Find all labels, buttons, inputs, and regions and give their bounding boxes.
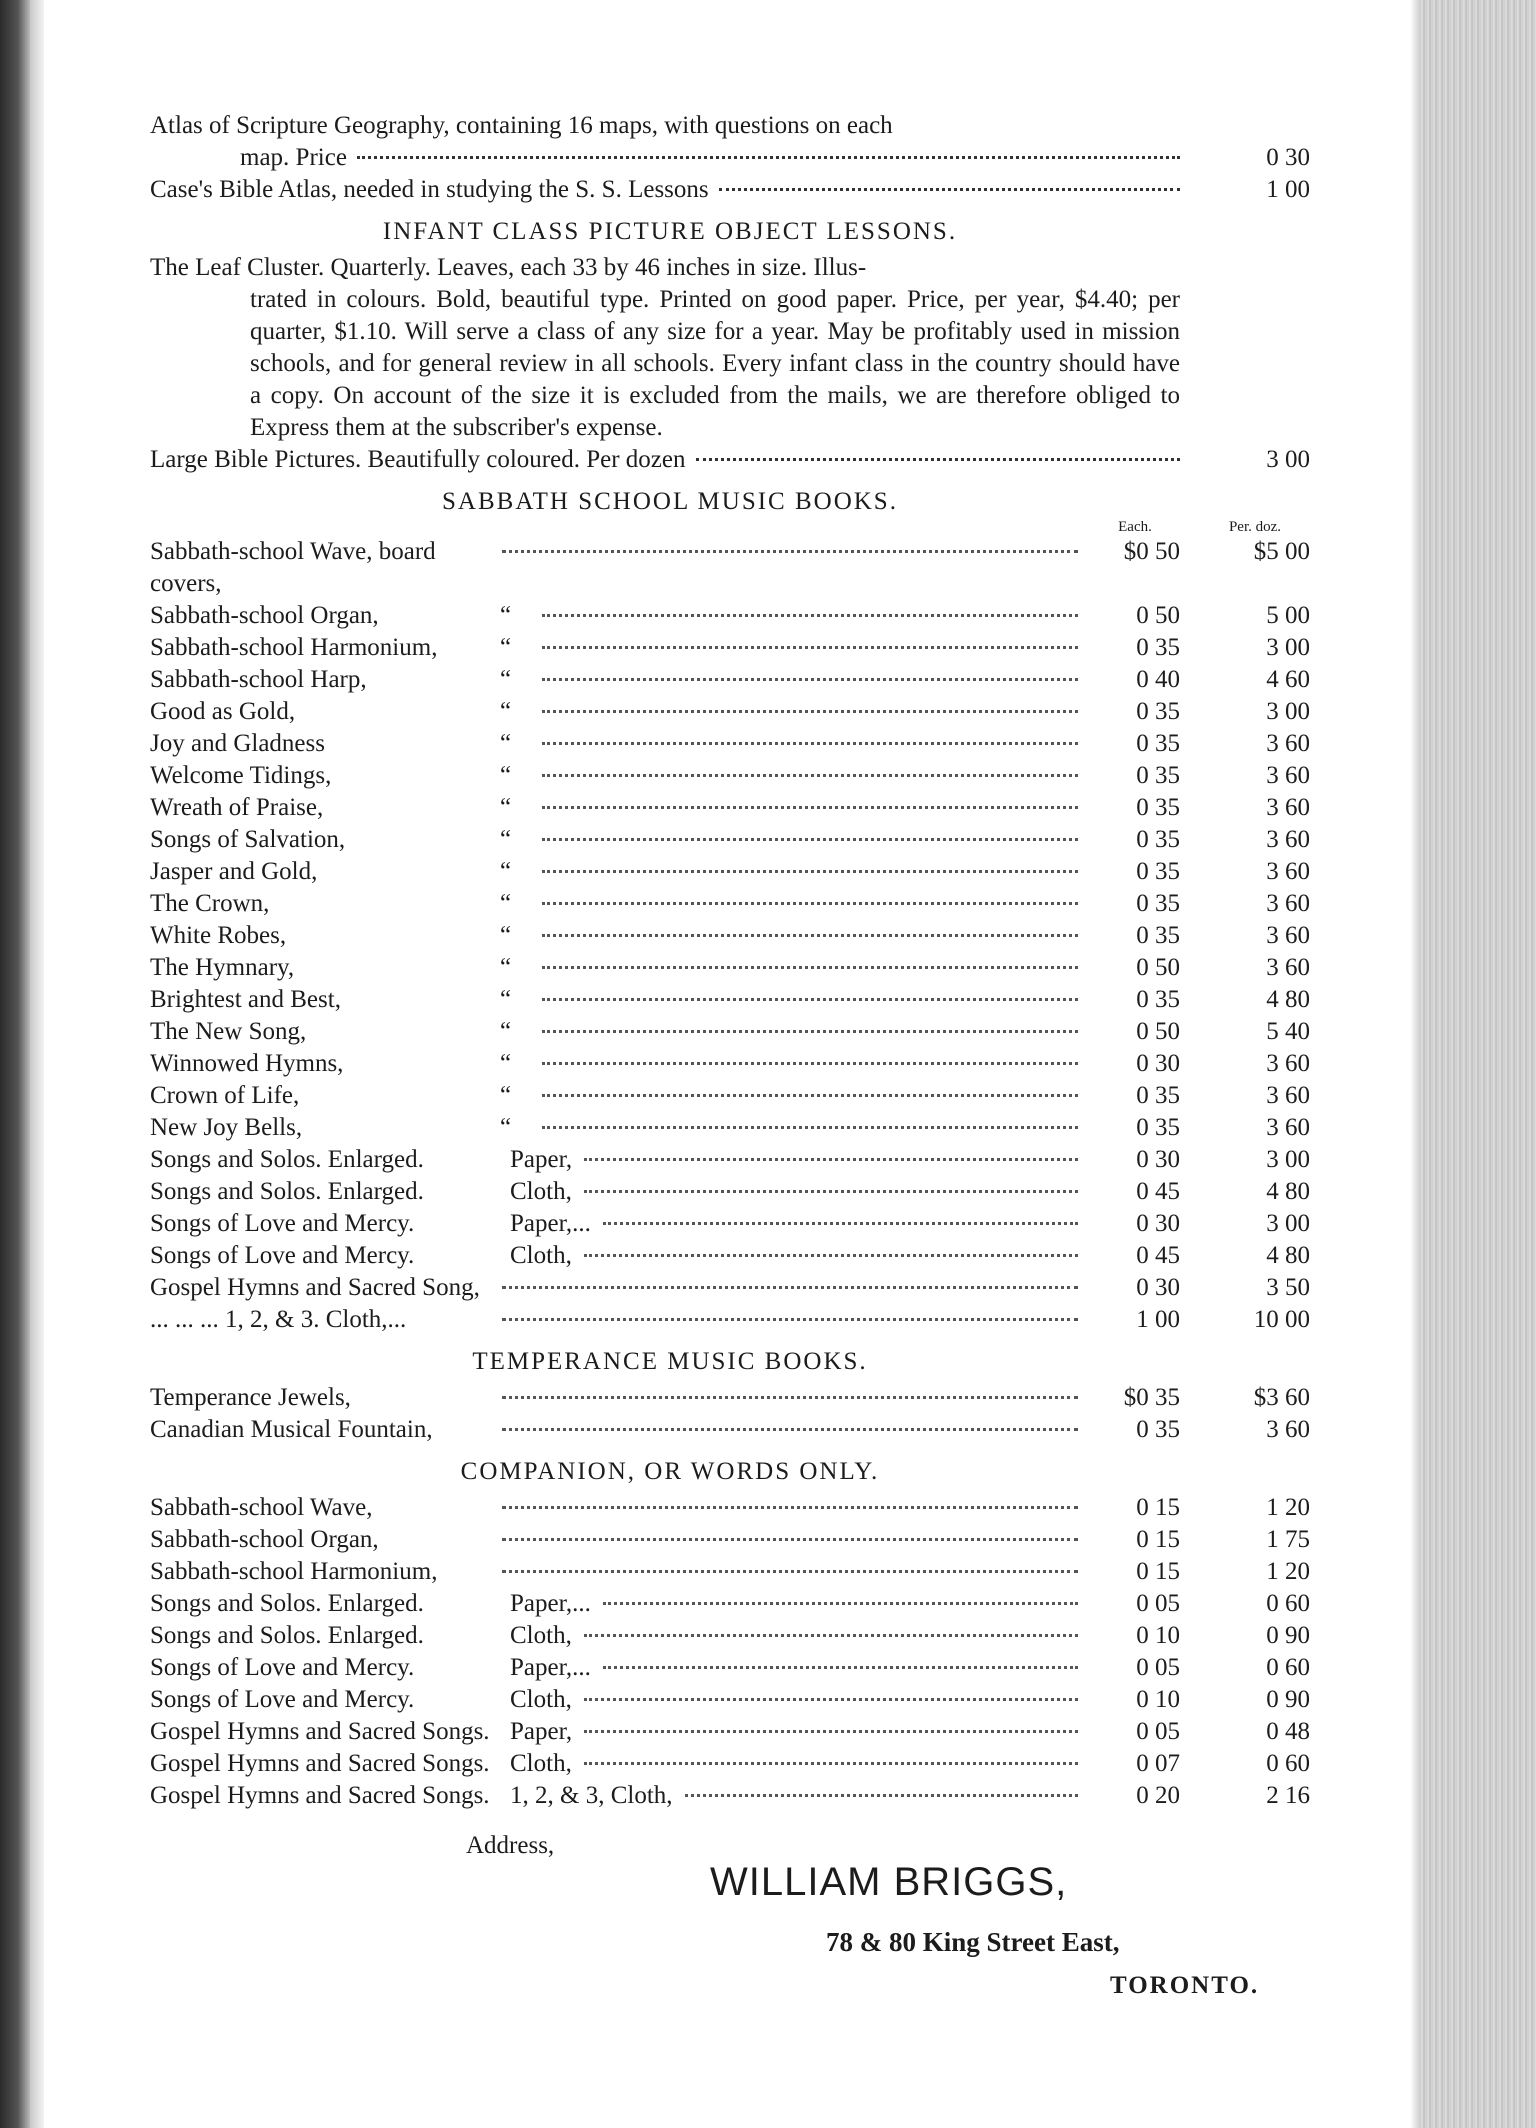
price-each: 0 15 — [1136, 1494, 1180, 1521]
price-each: 0 35 — [1136, 826, 1180, 853]
companion-words-list — [150, 1492, 1310, 1812]
list-item — [150, 920, 1310, 952]
item-title: Sabbath-school Harmonium, — [150, 634, 438, 661]
list-item — [150, 888, 1310, 920]
dot-leader — [542, 710, 1078, 713]
ditto-mark: “ — [500, 858, 512, 885]
list-item — [150, 1382, 1310, 1414]
ditto-mark: “ — [500, 922, 512, 949]
book-gutter — [30, 0, 44, 2128]
dot-leader — [584, 1634, 1078, 1637]
price-each: 0 35 — [1136, 794, 1180, 821]
item-title: Songs and Solos. Enlarged. — [150, 1622, 424, 1649]
large-bible-pictures-price: 3 00 — [1266, 446, 1310, 473]
item-title: Crown of Life, — [150, 1082, 300, 1109]
ditto-mark: “ — [500, 730, 512, 757]
item-title: Good as Gold, — [150, 698, 296, 725]
price-each: 0 10 — [1136, 1686, 1180, 1713]
case-bible-atlas-price: 1 00 — [1266, 176, 1310, 203]
item-title: Sabbath-school Organ, — [150, 602, 379, 629]
item-title: Gospel Hymns and Sacred Songs. — [150, 1782, 490, 1809]
list-item — [150, 1176, 1310, 1208]
price-per-dozen: 3 60 — [1266, 858, 1310, 885]
price-each: 0 45 — [1136, 1178, 1180, 1205]
dot-leader — [542, 742, 1078, 745]
item-title: Songs and Solos. Enlarged. — [150, 1178, 424, 1205]
address-label: Address, — [466, 1832, 555, 1859]
leaf-cluster-description — [150, 252, 1310, 444]
price-per-dozen: 4 80 — [1266, 1242, 1310, 1269]
list-item — [150, 1716, 1310, 1748]
item-title: Temperance Jewels, — [150, 1384, 351, 1411]
sabbath-music-list — [150, 536, 1310, 1336]
item-title: White Robes, — [150, 922, 287, 949]
publisher-address — [150, 1830, 1310, 1999]
ditto-mark: “ — [500, 698, 512, 725]
list-item — [150, 1652, 1310, 1684]
price-per-dozen: 3 60 — [1266, 762, 1310, 789]
list-item — [150, 536, 1310, 600]
price-each: 0 45 — [1136, 1242, 1180, 1269]
dot-leader — [542, 966, 1078, 969]
price-each: 1 00 — [1136, 1306, 1180, 1333]
dot-leader — [685, 1794, 1078, 1797]
sabbath-music-heading: SABBATH SCHOOL MUSIC BOOKS. — [442, 488, 898, 515]
price-per-dozen: 1 20 — [1266, 1494, 1310, 1521]
case-bible-atlas-entry — [150, 174, 1310, 206]
book-spine-shadow — [0, 0, 30, 2128]
list-item — [150, 1556, 1310, 1588]
dot-leader — [542, 1126, 1078, 1129]
item-title: Joy and Gladness — [150, 730, 325, 757]
dot-leader — [542, 646, 1078, 649]
dot-leader — [502, 1538, 1078, 1541]
price-per-dozen: 0 60 — [1266, 1750, 1310, 1777]
price-each: 0 05 — [1136, 1654, 1180, 1681]
publisher-city: TORONTO. — [1110, 1972, 1260, 1999]
list-item — [150, 1048, 1310, 1080]
price-per-dozen: 3 00 — [1266, 1146, 1310, 1173]
list-item — [150, 1016, 1310, 1048]
item-binding: Cloth, — [510, 1178, 572, 1205]
dot-leader — [584, 1730, 1078, 1733]
price-per-dozen: 5 40 — [1266, 1018, 1310, 1045]
dot-leader — [357, 156, 1180, 159]
dot-leader — [502, 1396, 1078, 1399]
dot-leader — [719, 188, 1180, 191]
price-each: 0 35 — [1136, 1416, 1180, 1443]
case-bible-atlas-title: Case's Bible Atlas, needed in studying the S. S. Lessons — [150, 176, 709, 203]
dot-leader — [502, 1286, 1078, 1289]
price-per-dozen: 3 60 — [1266, 1114, 1310, 1141]
price-per-dozen: 3 60 — [1266, 954, 1310, 981]
dot-leader — [696, 458, 1181, 461]
ditto-mark: “ — [500, 954, 512, 981]
item-title: Songs and Solos. Enlarged. — [150, 1590, 424, 1617]
price-each: 0 35 — [1136, 858, 1180, 885]
column-header-each: Each. — [1118, 519, 1152, 535]
item-title: Songs of Love and Mercy. — [150, 1210, 415, 1237]
dot-leader — [603, 1666, 1078, 1669]
item-title: Canadian Musical Fountain, — [150, 1416, 433, 1443]
list-item — [150, 1588, 1310, 1620]
price-each: 0 35 — [1136, 1114, 1180, 1141]
price-per-dozen: 0 60 — [1266, 1590, 1310, 1617]
price-per-dozen: 0 48 — [1266, 1718, 1310, 1745]
price-each: 0 35 — [1136, 698, 1180, 725]
page-edge-shade — [1410, 0, 1420, 2128]
list-item — [150, 1780, 1310, 1812]
dot-leader — [542, 870, 1078, 873]
dot-leader — [603, 1602, 1078, 1605]
price-each: $0 35 — [1123, 1384, 1180, 1411]
list-item — [150, 696, 1310, 728]
price-per-dozen: 1 20 — [1266, 1558, 1310, 1585]
price-each: 0 05 — [1136, 1718, 1180, 1745]
price-each: 0 35 — [1136, 986, 1180, 1013]
dot-leader — [542, 1062, 1078, 1065]
price-each: 0 35 — [1136, 922, 1180, 949]
list-item — [150, 1272, 1310, 1304]
page-stack-edge — [1420, 0, 1536, 2128]
temperance-music-heading: TEMPERANCE MUSIC BOOKS. — [472, 1348, 868, 1375]
price-each: 0 10 — [1136, 1622, 1180, 1649]
item-title: Gospel Hymns and Sacred Songs. — [150, 1750, 490, 1777]
item-title: Sabbath-school Harmonium, — [150, 1558, 438, 1585]
list-item — [150, 1414, 1310, 1446]
list-item — [150, 984, 1310, 1016]
list-item — [150, 728, 1310, 760]
item-title: Welcome Tidings, — [150, 762, 332, 789]
item-binding: Paper, — [510, 1718, 573, 1745]
list-item — [150, 1240, 1310, 1272]
ditto-mark: “ — [500, 986, 512, 1013]
price-each: 0 35 — [1136, 634, 1180, 661]
price-each: 0 35 — [1136, 890, 1180, 917]
list-item — [150, 1304, 1310, 1336]
item-binding: Cloth, — [510, 1750, 572, 1777]
price-per-dozen: 0 90 — [1266, 1686, 1310, 1713]
item-title: Songs of Love and Mercy. — [150, 1686, 415, 1713]
list-item — [150, 952, 1310, 984]
list-item — [150, 1684, 1310, 1716]
dot-leader — [584, 1158, 1078, 1161]
price-per-dozen: 5 00 — [1266, 602, 1310, 629]
item-title: Winnowed Hymns, — [150, 1050, 344, 1077]
dot-leader — [584, 1762, 1078, 1765]
price-per-dozen: 3 60 — [1266, 890, 1310, 917]
price-per-dozen: 3 60 — [1266, 922, 1310, 949]
price-per-dozen: 3 00 — [1266, 698, 1310, 725]
item-title: Songs of Love and Mercy. — [150, 1242, 415, 1269]
price-per-dozen: 4 80 — [1266, 1178, 1310, 1205]
item-binding: Cloth, — [510, 1622, 572, 1649]
item-title: Sabbath-school Wave, — [150, 1494, 373, 1521]
price-per-dozen: 4 60 — [1266, 666, 1310, 693]
dot-leader — [502, 1428, 1078, 1431]
dot-leader — [502, 1506, 1078, 1509]
dot-leader — [542, 806, 1078, 809]
item-title: Brightest and Best, — [150, 986, 341, 1013]
catalogue-page — [150, 110, 1310, 1999]
price-each: 0 35 — [1136, 730, 1180, 757]
price-each: 0 40 — [1136, 666, 1180, 693]
price-per-dozen: 3 60 — [1266, 826, 1310, 853]
ditto-mark: “ — [500, 666, 512, 693]
dot-leader — [542, 934, 1078, 937]
list-item — [150, 1620, 1310, 1652]
publisher-name: WILLIAM BRIGGS, — [710, 1860, 1068, 1904]
ditto-mark: “ — [500, 826, 512, 853]
dot-leader — [502, 1570, 1078, 1573]
item-title: Jasper and Gold, — [150, 858, 318, 885]
publisher-street: 78 & 80 King Street East, — [826, 1927, 1120, 1957]
item-title: Gospel Hymns and Sacred Song, — [150, 1274, 480, 1301]
dot-leader — [542, 1030, 1078, 1033]
item-binding: Paper,... — [510, 1210, 591, 1237]
list-item — [150, 856, 1310, 888]
item-title: Wreath of Praise, — [150, 794, 324, 821]
dot-leader — [542, 838, 1078, 841]
list-item — [150, 600, 1310, 632]
companion-words-heading: COMPANION, OR WORDS ONLY. — [460, 1458, 880, 1485]
price-per-dozen: 3 60 — [1266, 730, 1310, 757]
price-per-dozen: 2 16 — [1266, 1782, 1310, 1809]
price-per-dozen: 3 00 — [1266, 634, 1310, 661]
ditto-mark: “ — [500, 634, 512, 661]
price-per-dozen: 3 60 — [1266, 1416, 1310, 1443]
item-title: The Hymnary, — [150, 954, 295, 981]
price-each: 0 50 — [1136, 954, 1180, 981]
item-title: Songs of Salvation, — [150, 826, 346, 853]
price-each: 0 30 — [1136, 1210, 1180, 1237]
leaf-cluster-body: trated in colours. Bold, beautiful type. Printed on good paper. Price, per year, $4.40; per quarter, $1.10. Will serve a class of any size for a year. May be profitably used in mission schools, and for general review in all schools. Every infant class in the country should have a copy. On account of the size it is excluded from the mails, we are therefore obliged to Express them at the subscriber's expense. — [250, 286, 1180, 441]
item-binding: Cloth, — [510, 1686, 572, 1713]
price-per-dozen: 4 80 — [1266, 986, 1310, 1013]
price-each: 0 30 — [1136, 1146, 1180, 1173]
ditto-mark: “ — [500, 1082, 512, 1109]
item-binding: Cloth, — [510, 1242, 572, 1269]
price-per-dozen: 3 60 — [1266, 794, 1310, 821]
price-per-dozen: 3 00 — [1266, 1210, 1310, 1237]
ditto-mark: “ — [500, 890, 512, 917]
price-per-dozen: $3 60 — [1253, 1384, 1310, 1411]
list-item — [150, 792, 1310, 824]
leaf-cluster-first-line: The Leaf Cluster. Quarterly. Leaves, each 33 by 46 inches in size. Illus- — [150, 254, 867, 281]
atlas-scripture-entry — [150, 110, 1310, 174]
list-item — [150, 632, 1310, 664]
ditto-mark: “ — [500, 1050, 512, 1077]
item-title: Sabbath-school Harp, — [150, 666, 367, 693]
price-per-dozen: 1 75 — [1266, 1526, 1310, 1553]
item-title: New Joy Bells, — [150, 1114, 303, 1141]
price-each: 0 35 — [1136, 1082, 1180, 1109]
ditto-mark: “ — [500, 762, 512, 789]
dot-leader — [502, 1318, 1078, 1321]
list-item — [150, 664, 1310, 696]
ditto-mark: “ — [500, 602, 512, 629]
price-column-headers — [150, 518, 1310, 536]
price-each: 0 15 — [1136, 1526, 1180, 1553]
temperance-music-list — [150, 1382, 1310, 1446]
column-header-per-dozen: Per. doz. — [1228, 519, 1282, 535]
price-per-dozen: $5 00 — [1253, 538, 1310, 565]
price-per-dozen: 3 60 — [1266, 1050, 1310, 1077]
list-item — [150, 1748, 1310, 1780]
item-binding: Paper,... — [510, 1590, 591, 1617]
dot-leader — [502, 550, 1078, 553]
item-title: ... ... ... 1, 2, & 3. Cloth,... — [150, 1306, 407, 1333]
dot-leader — [584, 1698, 1078, 1701]
dot-leader — [542, 614, 1078, 617]
item-title: The Crown, — [150, 890, 270, 917]
price-per-dozen: 10 00 — [1253, 1306, 1310, 1333]
price-each: 0 30 — [1136, 1050, 1180, 1077]
dot-leader — [603, 1222, 1078, 1225]
ditto-mark: “ — [500, 1114, 512, 1141]
price-per-dozen: 0 90 — [1266, 1622, 1310, 1649]
price-per-dozen: 3 60 — [1266, 1082, 1310, 1109]
price-each: 0 20 — [1136, 1782, 1180, 1809]
atlas-scripture-line2: map. Price — [240, 144, 347, 171]
dot-leader — [542, 774, 1078, 777]
price-each: 0 50 — [1136, 602, 1180, 629]
dot-leader — [542, 902, 1078, 905]
item-binding: 1, 2, & 3, Cloth, — [510, 1782, 673, 1809]
list-item — [150, 1080, 1310, 1112]
list-item — [150, 1524, 1310, 1556]
price-each: 0 30 — [1136, 1274, 1180, 1301]
list-item — [150, 824, 1310, 856]
price-each: 0 07 — [1136, 1750, 1180, 1777]
ditto-mark: “ — [500, 794, 512, 821]
item-title: Songs and Solos. Enlarged. — [150, 1146, 424, 1173]
price-each: 0 05 — [1136, 1590, 1180, 1617]
price-each: 0 35 — [1136, 762, 1180, 789]
item-binding: Paper,... — [510, 1654, 591, 1681]
item-title: Gospel Hymns and Sacred Songs. — [150, 1718, 490, 1745]
item-binding: Paper, — [510, 1146, 573, 1173]
atlas-scripture-line1: Atlas of Scripture Geography, containing 16 maps, with questions on each — [150, 112, 893, 139]
list-item — [150, 1144, 1310, 1176]
list-item — [150, 1112, 1310, 1144]
atlas-scripture-price: 0 30 — [1266, 144, 1310, 171]
dot-leader — [584, 1254, 1078, 1257]
dot-leader — [542, 998, 1078, 1001]
dot-leader — [542, 678, 1078, 681]
price-each: 0 15 — [1136, 1558, 1180, 1585]
price-per-dozen: 0 60 — [1266, 1654, 1310, 1681]
dot-leader — [542, 1094, 1078, 1097]
price-each: 0 50 — [1136, 1018, 1180, 1045]
ditto-mark: “ — [500, 1018, 512, 1045]
price-per-dozen: 3 50 — [1266, 1274, 1310, 1301]
item-title: Sabbath-school Organ, — [150, 1526, 379, 1553]
list-item — [150, 760, 1310, 792]
dot-leader — [584, 1190, 1078, 1193]
large-bible-pictures-entry — [150, 444, 1310, 476]
item-title: Sabbath-school Wave, board covers, — [150, 538, 436, 597]
price-each: $0 50 — [1123, 538, 1180, 565]
item-title: The New Song, — [150, 1018, 307, 1045]
item-title: Songs of Love and Mercy. — [150, 1654, 415, 1681]
list-item — [150, 1208, 1310, 1240]
large-bible-pictures-title: Large Bible Pictures. Beautifully coloured. Per dozen — [150, 446, 686, 473]
infant-class-heading: INFANT CLASS PICTURE OBJECT LESSONS. — [382, 218, 958, 245]
list-item — [150, 1492, 1310, 1524]
